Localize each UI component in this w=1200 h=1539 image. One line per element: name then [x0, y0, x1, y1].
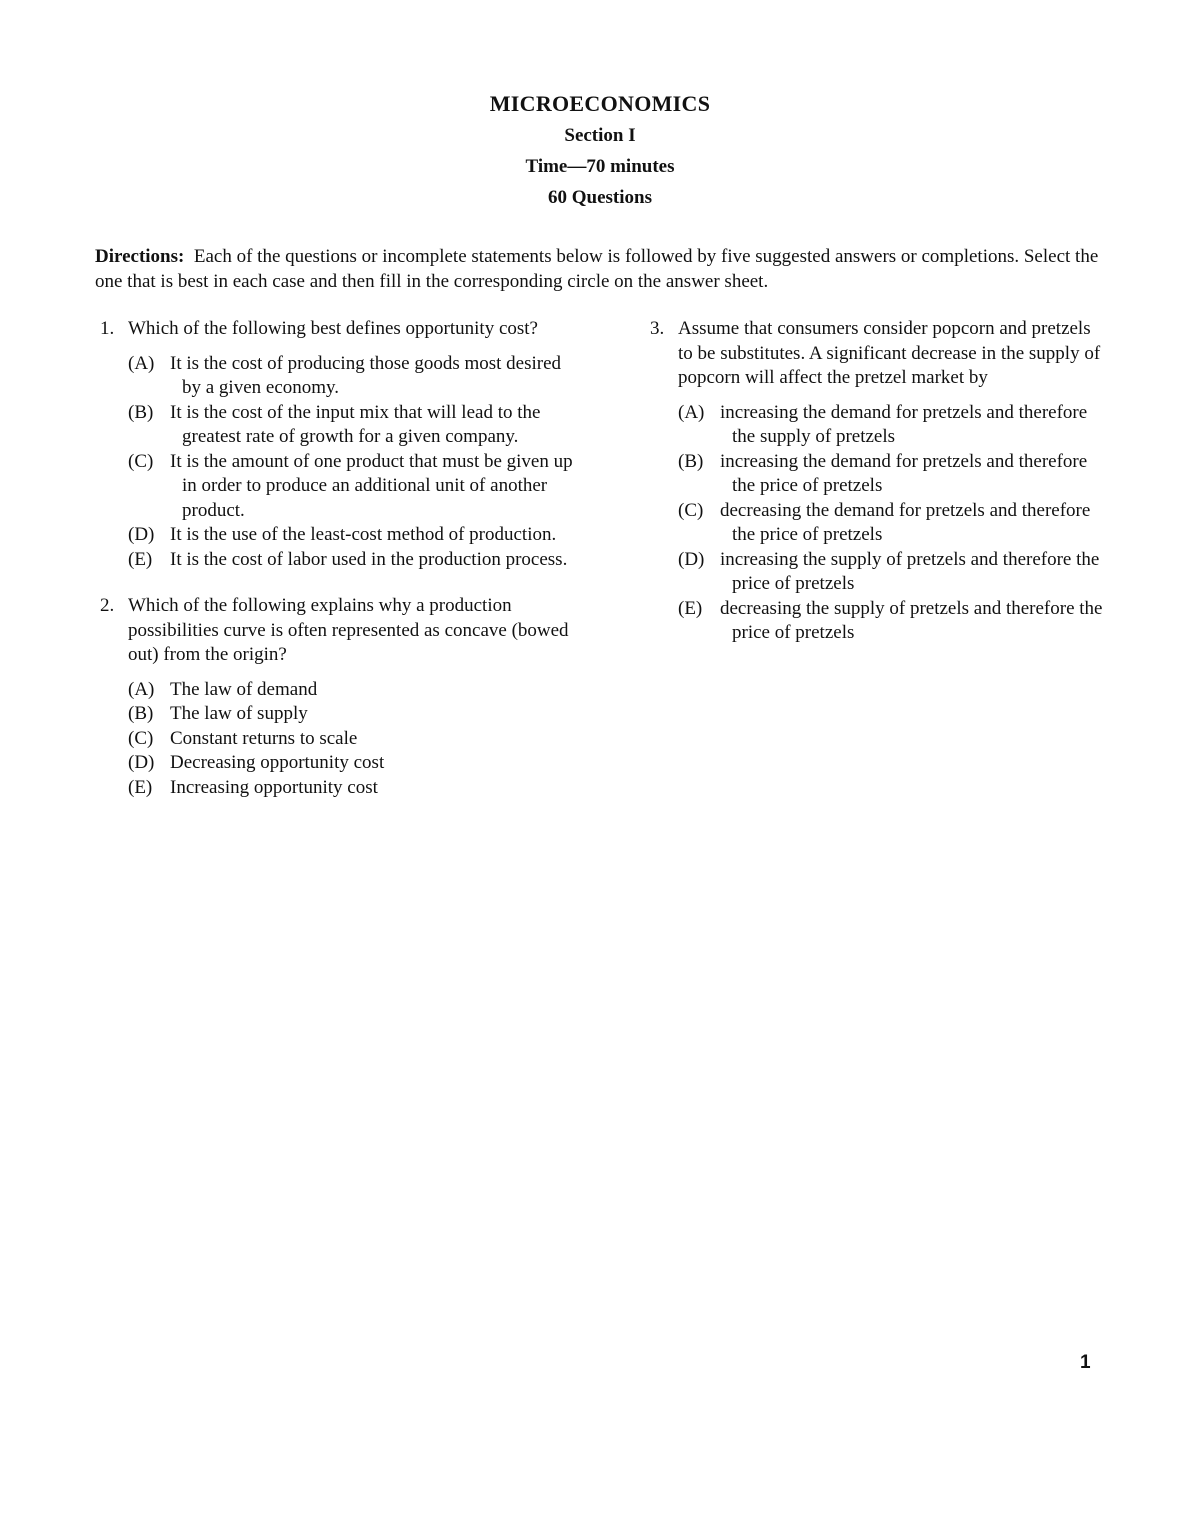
- answer-choice-e: [128, 776, 580, 801]
- choice-letter: (C): [678, 499, 704, 521]
- question-2: [100, 594, 580, 800]
- choice-letter: (E): [128, 776, 153, 798]
- question-number: 2.: [100, 595, 115, 616]
- time-limit: Time—70 minutes: [525, 156, 675, 177]
- choice-text: Increasing opportunity cost: [170, 776, 378, 798]
- question-text: Which of the following best defines opportunity cost?: [128, 318, 538, 339]
- question-text: Assume that consumers consider popcorn and pretzels to be substitutes. A significant decrease in the supply of popcorn will affect the pretzel market by: [678, 318, 1101, 388]
- question-1: [100, 317, 580, 572]
- question-count: 60 Questions: [548, 187, 652, 208]
- page-number: 1: [1080, 1352, 1091, 1373]
- question-number: 3.: [650, 318, 665, 339]
- exam-title: MICROECONOMICS: [489, 91, 711, 116]
- answer-choices: [678, 401, 1105, 646]
- answer-choices: [128, 352, 580, 573]
- answer-choice-c: [678, 499, 1105, 548]
- page-header: [0, 88, 1200, 213]
- choice-text: increasing the supply of pretzels and therefore the price of pretzels: [720, 548, 1100, 594]
- question-stem: [100, 594, 580, 668]
- answer-choice-b: [678, 450, 1105, 499]
- answer-choice-a: [128, 352, 580, 401]
- answer-choice-b: [128, 401, 580, 450]
- choice-letter: (B): [128, 703, 154, 724]
- choice-letter: (A): [678, 401, 705, 423]
- answer-choice-e: [128, 548, 580, 573]
- choice-letter: (E): [678, 597, 703, 619]
- choice-text: It is the cost of the input mix that will lead to the greatest rate of growth for a given company.: [170, 401, 541, 447]
- choice-text: increasing the demand for pretzels and therefore the price of pretzels: [720, 450, 1088, 496]
- choice-text: The law of supply: [170, 703, 308, 724]
- choice-text: The law of demand: [170, 678, 318, 700]
- directions-label: Directions:: [95, 246, 185, 267]
- question-3: [650, 317, 1105, 646]
- answer-choice-d: [678, 548, 1105, 597]
- choice-text: It is the use of the least-cost method of production.: [170, 524, 557, 545]
- question-stem: [650, 317, 1105, 391]
- choice-letter: (B): [678, 450, 704, 472]
- answer-choice-a: [678, 401, 1105, 450]
- answer-choice-b: [128, 702, 580, 727]
- directions: [95, 244, 1105, 294]
- choice-letter: (D): [128, 524, 155, 545]
- choice-text: It is the cost of labor used in the production process.: [170, 548, 568, 570]
- choice-text: Constant returns to scale: [170, 727, 358, 749]
- question-text: Which of the following explains why a production possibilities curve is often represented as concave (bowed out) from the origin?: [128, 595, 569, 665]
- answer-choice-a: [128, 678, 580, 703]
- choice-text: It is the amount of one product that must be given up in order to produce an additional unit of another product.: [170, 450, 573, 521]
- answer-choice-e: [678, 597, 1105, 646]
- choice-letter: (A): [128, 352, 155, 374]
- answer-choice-d: [128, 751, 580, 776]
- right-column: [650, 317, 1105, 668]
- answer-choice-c: [128, 727, 580, 752]
- question-stem: [100, 317, 580, 342]
- choice-letter: (C): [128, 450, 154, 472]
- choice-letter: (B): [128, 401, 154, 423]
- answer-choice-d: [128, 523, 580, 548]
- left-column: [100, 317, 580, 822]
- choice-letter: (C): [128, 727, 154, 749]
- choice-text: decreasing the demand for pretzels and therefore the price of pretzels: [720, 499, 1091, 545]
- choice-letter: (E): [128, 548, 153, 570]
- choice-letter: (A): [128, 678, 155, 700]
- question-number: 1.: [100, 318, 115, 339]
- choice-letter: (D): [678, 548, 705, 570]
- choice-text: It is the cost of producing those goods most desired by a given economy.: [170, 352, 562, 398]
- directions-text: Each of the questions or incomplete statements below is followed by five suggested answers or completions. Select the one that is best in each case and then fill in the corresponding circle on the answer sheet.: [95, 246, 1099, 292]
- choice-text: decreasing the supply of pretzels and therefore the price of pretzels: [720, 597, 1103, 643]
- answer-choices: [128, 678, 580, 801]
- choice-text: increasing the demand for pretzels and therefore the supply of pretzels: [720, 401, 1088, 447]
- answer-choice-c: [128, 450, 580, 524]
- choice-letter: (D): [128, 752, 155, 773]
- section-label: Section I: [564, 125, 636, 146]
- choice-text: Decreasing opportunity cost: [170, 752, 385, 773]
